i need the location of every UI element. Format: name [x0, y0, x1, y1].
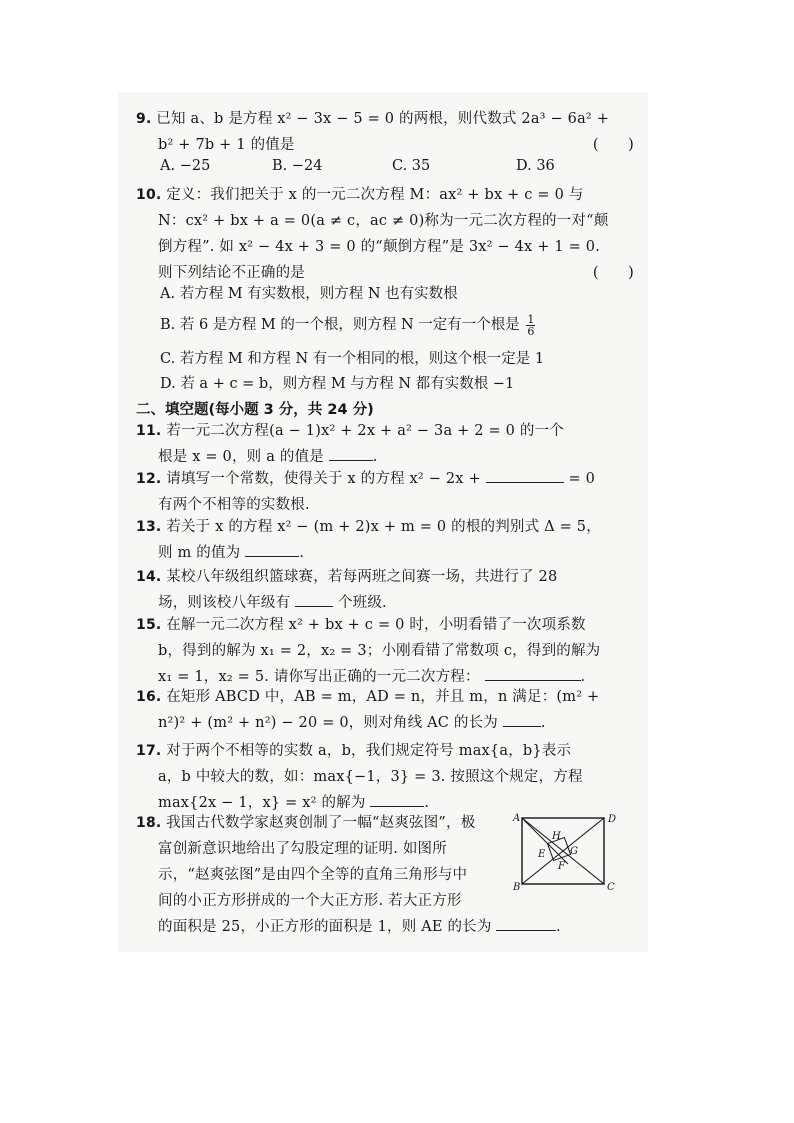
zhao-shuang-figure	[510, 812, 620, 890]
question-text: 若一元二次方程(a − 1)x² + 2x + a² − 3a + 2 = 0 的一个	[166, 423, 564, 439]
question-text: N：cx² + bx + a = 0(a ≠ c，ac ≠ 0)称为一元二次方程的一对“颠	[158, 213, 609, 229]
question-text: b，得到的解为 x₁ = 2，x₂ = 3；小刚看错了常数项 c，得到的解为	[158, 643, 601, 659]
answer-blank[interactable]	[295, 592, 333, 607]
label-a: A	[513, 813, 521, 824]
label-h: H	[552, 831, 561, 842]
label-g: G	[570, 846, 578, 857]
question-text: 有两个不相等的实数根.	[158, 497, 310, 513]
question-text: a，b 中较大的数，如：max{−1，3} = 3. 按照这个规定，方程	[158, 769, 583, 785]
question-number: 11.	[136, 423, 162, 439]
label-d: D	[608, 814, 617, 825]
option-d: D. 36	[516, 158, 555, 174]
question-text: 倒方程”. 如 x² − 4x + 3 = 0 的“颠倒方程”是 3x² − 4x + 1 = 0.	[158, 239, 601, 255]
option-d: D. 若 a + c = b，则方程 M 与方程 N 都有实数根 −1	[160, 376, 515, 392]
option-a: A. −25	[160, 158, 211, 174]
question-18-blank	[496, 914, 646, 940]
answer-blank[interactable]	[329, 446, 373, 461]
question-text: 某校八年级组织篮球赛，若每两班之间赛一场，共进行了 28	[166, 569, 558, 585]
question-text: 的面积是 25，小正方形的面积是 1，则 AE 的长为	[158, 919, 492, 935]
question-number: 18.	[136, 815, 162, 831]
label-e: E	[538, 849, 546, 860]
fraction	[526, 314, 535, 337]
question-14	[136, 564, 636, 616]
question-text: 场，则该校八年级有	[158, 595, 291, 611]
question-text: n²)² + (m² + n²) − 20 = 0，则对角线 AC 的长为	[158, 715, 498, 731]
question-number: 16.	[136, 689, 162, 705]
question-text: 个班级.	[337, 595, 387, 611]
question-number: 14.	[136, 569, 162, 585]
question-number: 15.	[136, 617, 162, 633]
question-12	[136, 466, 636, 518]
question-number: 17.	[136, 743, 162, 759]
question-text: 示，“赵爽弦图”是由四个全等的直角三角形与中	[158, 867, 468, 883]
answer-blank[interactable]	[486, 468, 564, 483]
question-text: 定义：我们把关于 x 的一元二次方程 M：ax² + bx + c = 0 与	[166, 187, 584, 203]
question-text: 若关于 x 的方程 x² − (m + 2)x + m = 0 的根的判别式 Δ = 5，	[166, 519, 601, 535]
label-f: F	[558, 861, 565, 872]
question-number: 12.	[136, 471, 162, 487]
answer-blank[interactable]	[485, 666, 581, 681]
answer-blank[interactable]	[245, 542, 299, 557]
question-9	[136, 106, 636, 158]
question-text: b² + 7b + 1 的值是	[158, 137, 295, 153]
question-text: 在矩形 ABCD 中，AB = m，AD = n，并且 m，n 满足：(m² +	[166, 689, 600, 705]
option-a: A. 若方程 M 有实数根，则方程 N 也有实数根	[160, 286, 458, 302]
question-15	[136, 612, 636, 690]
question-10	[136, 182, 636, 286]
question-text: 则下列结论不正确的是	[158, 265, 305, 281]
answer-blank[interactable]	[503, 712, 541, 727]
option-text: B. 若 6 是方程 M 的一个根，则方程 N 一定有一个根是	[160, 317, 520, 333]
question-text: .	[540, 715, 546, 731]
question-text: max{2x − 1，x} = x² 的解为	[158, 795, 366, 811]
question-text: .	[580, 669, 586, 685]
question-text: .	[556, 919, 561, 935]
label-c: C	[607, 882, 615, 890]
question-17	[136, 738, 636, 816]
option-b: B. −24	[272, 158, 323, 174]
answer-parentheses: ( )	[592, 137, 634, 153]
question-text: 根是 x = 0，则 a 的值是	[158, 449, 324, 465]
fraction-numerator: 1	[527, 312, 535, 326]
fraction-denominator: 6	[527, 324, 535, 338]
question-11	[136, 418, 636, 470]
zhao-shuang-diagram	[510, 812, 620, 890]
question-13	[136, 514, 636, 566]
question-text: = 0	[568, 471, 596, 487]
question-text: .	[299, 545, 304, 561]
label-b: B	[513, 882, 521, 890]
option-b	[160, 313, 535, 337]
answer-blank[interactable]	[496, 916, 556, 931]
answer-parentheses: ( )	[592, 265, 634, 281]
option-c: C. 35	[392, 158, 431, 174]
option-c: C. 若方程 M 和方程 N 有一个相同的根，则这个根一定是 1	[160, 351, 545, 367]
question-number: 10.	[136, 187, 162, 203]
question-16	[136, 684, 636, 736]
question-text: 我国古代数学家赵爽创制了一幅“赵爽弦图”，极	[166, 815, 476, 831]
question-text: 已知 a、b 是方程 x² − 3x − 5 = 0 的两根，则代数式 2a³ − 6a² +	[156, 111, 610, 127]
question-text: .	[424, 795, 430, 811]
question-text: 请填写一个常数，使得关于 x 的方程 x² − 2x +	[166, 471, 481, 487]
question-text: 则 m 的值为	[158, 545, 241, 561]
question-number: 9.	[136, 111, 152, 127]
question-text: 富创新意识地给出了勾股定理的证明. 如图所	[158, 841, 447, 857]
question-text: 间的小正方形拼成的一个大正方形. 若大正方形	[158, 893, 462, 909]
question-text: .	[372, 449, 378, 465]
question-text: 在解一元二次方程 x² + bx + c = 0 时，小明看错了一次项系数	[166, 617, 586, 633]
question-text: x₁ = 1，x₂ = 5. 请你写出正确的一元二次方程：	[158, 669, 480, 685]
section-heading: 二、填空题(每小题 3 分，共 24 分)	[136, 402, 374, 418]
question-18	[136, 810, 506, 940]
question-number: 13.	[136, 519, 162, 535]
question-text: 对于两个不相等的实数 a，b，我们规定符号 max{a，b}表示	[166, 743, 572, 759]
answer-blank[interactable]	[370, 792, 424, 807]
